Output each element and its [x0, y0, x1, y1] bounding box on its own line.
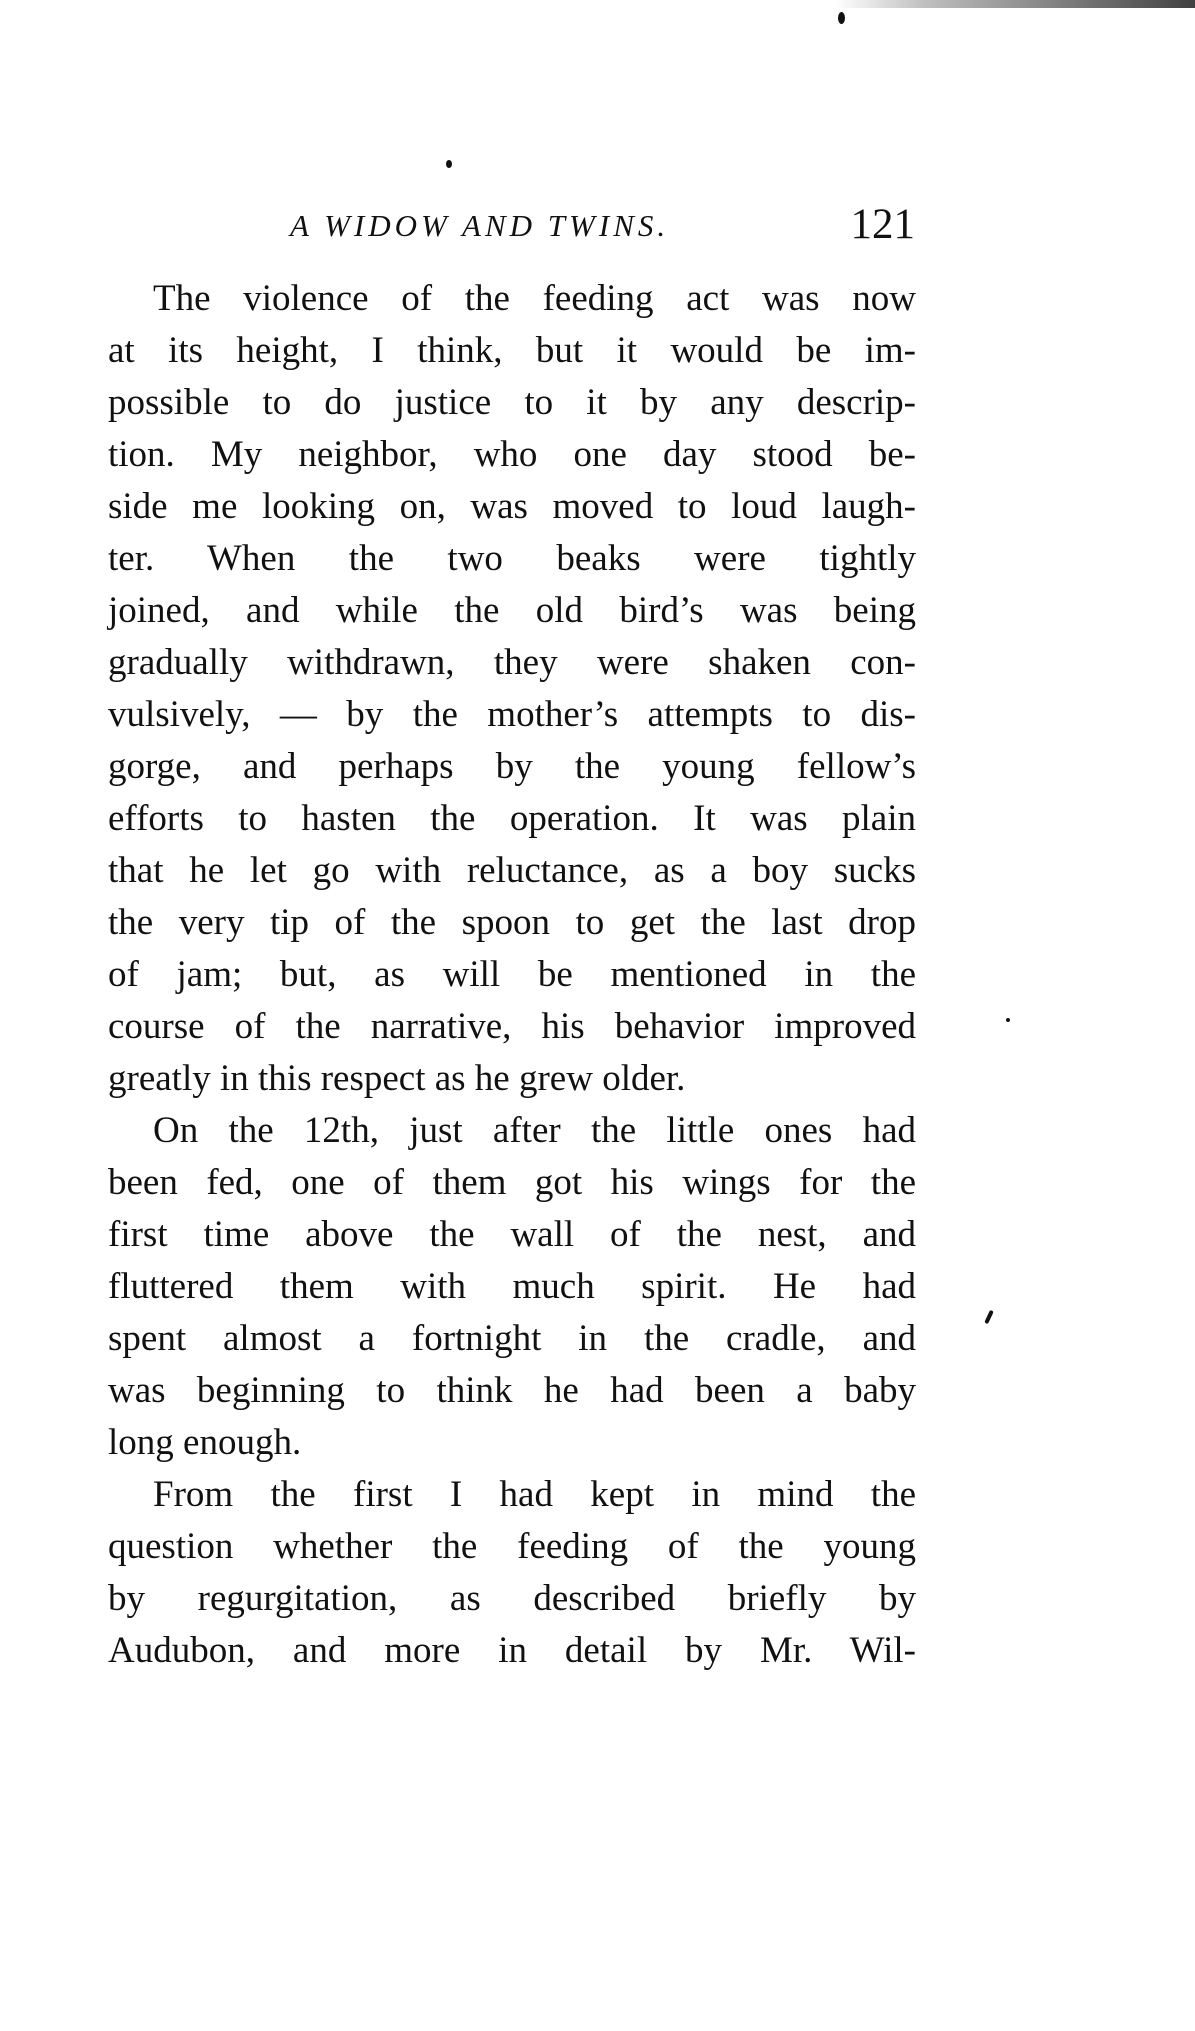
text-line: tion. My neighbor, who one day stood be- [108, 434, 916, 475]
text-line: question whether the feeding of the young [108, 1526, 916, 1567]
text-line: at its height, I think, but it would be im- [108, 330, 916, 371]
text-line: of jam; but, as will be mentioned in the [108, 954, 916, 995]
body-text [108, 273, 916, 1677]
text-line: been fed, one of them got his wings for the [108, 1162, 916, 1203]
text-line: joined, and while the old bird’s was being [108, 590, 916, 631]
paragraph [108, 1469, 916, 1677]
text-line: first time above the wall of the nest, and [108, 1214, 916, 1255]
text-line: spent almost a fortnight in the cradle, and [108, 1318, 916, 1359]
text-line: side me looking on, was moved to loud laugh- [108, 486, 916, 527]
text-line: vulsively, — by the mother’s attempts to dis- [108, 694, 916, 735]
paragraph [108, 273, 916, 1105]
paragraph [108, 1105, 916, 1469]
text-line: by regurgitation, as described briefly by [108, 1578, 916, 1619]
text-line: From the first I had kept in mind the [153, 1474, 916, 1515]
ink-speck [984, 1310, 994, 1324]
text-line: that he let go with reluctance, as a boy sucks [108, 850, 916, 891]
text-line: On the 12th, just after the little ones had [153, 1110, 916, 1151]
text-line: greatly in this respect as he grew older. [108, 1058, 686, 1099]
text-line: possible to do justice to it by any descrip- [108, 382, 916, 423]
running-title: A WIDOW AND TWINS. [290, 208, 670, 243]
ink-speck [446, 160, 452, 168]
text-line: efforts to hasten the operation. It was plain [108, 798, 916, 839]
text-line: the very tip of the spoon to get the last drop [108, 902, 916, 943]
ink-speck [1006, 1018, 1010, 1022]
text-line: The violence of the feeding act was now [153, 278, 916, 319]
text-line: was beginning to think he had been a baby [108, 1370, 916, 1411]
text-line: long enough. [108, 1422, 302, 1463]
ink-speck [838, 12, 845, 24]
text-line: ter. When the two beaks were tightly [108, 538, 916, 579]
text-line: fluttered them with much spirit. He had [108, 1266, 916, 1307]
page-number: 121 [850, 201, 915, 248]
text-line: gradually withdrawn, they were shaken con- [108, 642, 916, 683]
running-header [290, 200, 915, 254]
text-line: Audubon, and more in detail by Mr. Wil- [108, 1630, 916, 1671]
text-line: gorge, and perhaps by the young fellow’s [108, 746, 916, 787]
scan-edge-smudge [835, 0, 1195, 8]
text-line: course of the narrative, his behavior improved [108, 1006, 916, 1047]
